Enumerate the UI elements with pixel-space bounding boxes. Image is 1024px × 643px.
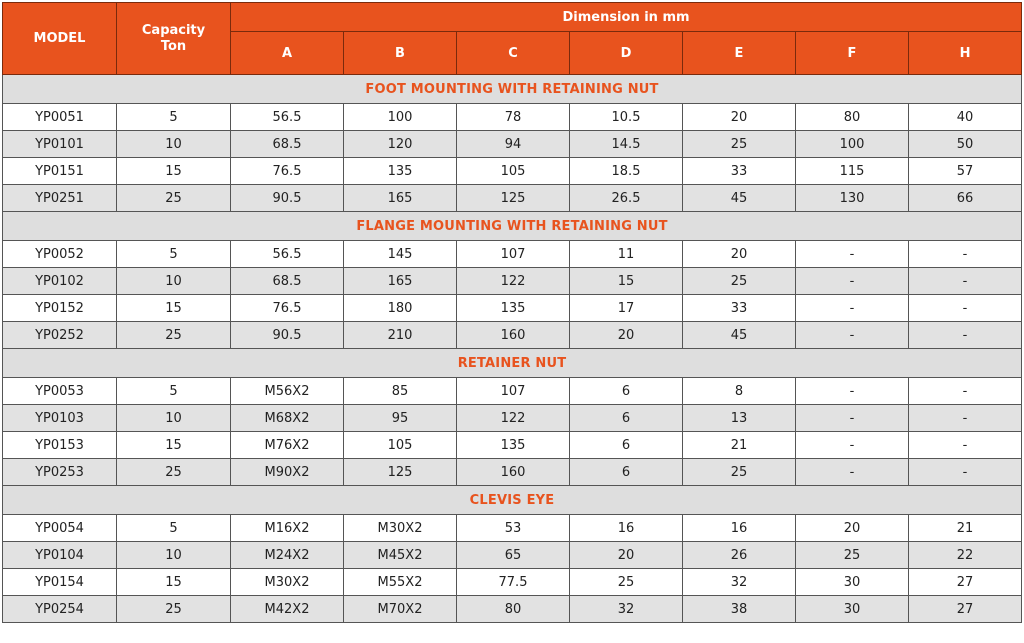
table-row	[3, 241, 1022, 268]
cell-d: 10.5	[570, 104, 683, 131]
cell-e: 33	[683, 158, 796, 185]
cell-model: YP0252	[3, 322, 117, 349]
cell-f: 25	[796, 542, 909, 569]
cell-model: YP0254	[3, 596, 117, 623]
cell-c: 105	[457, 158, 570, 185]
cell-b: 165	[344, 268, 457, 295]
cell-model: YP0102	[3, 268, 117, 295]
cell-b: 210	[344, 322, 457, 349]
cell-d: 6	[570, 432, 683, 459]
cell-a: M16X2	[231, 515, 344, 542]
table-row	[3, 158, 1022, 185]
cell-f: -	[796, 432, 909, 459]
table-row	[3, 295, 1022, 322]
cell-h: 21	[909, 515, 1022, 542]
section-header-row	[3, 349, 1022, 378]
cell-h: 27	[909, 596, 1022, 623]
cell-d: 6	[570, 378, 683, 405]
cell-a: 76.5	[231, 158, 344, 185]
section-title: FOOT MOUNTING WITH RETAINING NUT	[3, 75, 1022, 104]
cell-h: 27	[909, 569, 1022, 596]
cell-capacity: 10	[117, 268, 231, 295]
cell-a: M90X2	[231, 459, 344, 486]
cell-capacity: 25	[117, 459, 231, 486]
cell-d: 26.5	[570, 185, 683, 212]
table-row	[3, 569, 1022, 596]
cell-c: 160	[457, 459, 570, 486]
cell-c: 94	[457, 131, 570, 158]
cell-capacity: 15	[117, 158, 231, 185]
header-col-d: D	[570, 32, 683, 75]
section-title: RETAINER NUT	[3, 349, 1022, 378]
cell-d: 20	[570, 322, 683, 349]
cell-f: 30	[796, 596, 909, 623]
cell-a: M24X2	[231, 542, 344, 569]
cell-d: 17	[570, 295, 683, 322]
cell-e: 21	[683, 432, 796, 459]
cell-d: 25	[570, 569, 683, 596]
cell-e: 25	[683, 459, 796, 486]
cell-h: -	[909, 378, 1022, 405]
cell-b: 125	[344, 459, 457, 486]
header-capacity-line1: Capacity	[141, 22, 206, 38]
cell-b: M70X2	[344, 596, 457, 623]
cell-d: 15	[570, 268, 683, 295]
cell-e: 32	[683, 569, 796, 596]
section-header-row	[3, 486, 1022, 515]
cell-model: YP0054	[3, 515, 117, 542]
cell-e: 25	[683, 131, 796, 158]
cell-b: 100	[344, 104, 457, 131]
cell-d: 6	[570, 459, 683, 486]
cell-a: M68X2	[231, 405, 344, 432]
cell-f: -	[796, 295, 909, 322]
table-body	[3, 75, 1022, 623]
cell-model: YP0053	[3, 378, 117, 405]
cell-c: 135	[457, 295, 570, 322]
table-row	[3, 515, 1022, 542]
header-col-e: E	[683, 32, 796, 75]
cell-model: YP0153	[3, 432, 117, 459]
cell-e: 13	[683, 405, 796, 432]
cell-a: 56.5	[231, 104, 344, 131]
cell-b: 105	[344, 432, 457, 459]
header-model: MODEL	[3, 3, 117, 75]
cell-c: 77.5	[457, 569, 570, 596]
cell-capacity: 15	[117, 569, 231, 596]
cell-e: 38	[683, 596, 796, 623]
cell-b: 85	[344, 378, 457, 405]
cell-c: 122	[457, 268, 570, 295]
cell-d: 16	[570, 515, 683, 542]
header-capacity	[117, 3, 231, 75]
cell-e: 25	[683, 268, 796, 295]
header-col-b: B	[344, 32, 457, 75]
cell-c: 65	[457, 542, 570, 569]
cell-model: YP0151	[3, 158, 117, 185]
cell-d: 20	[570, 542, 683, 569]
cell-model: YP0051	[3, 104, 117, 131]
cell-e: 20	[683, 104, 796, 131]
cell-model: YP0251	[3, 185, 117, 212]
cell-c: 78	[457, 104, 570, 131]
cell-f: -	[796, 241, 909, 268]
section-header-row	[3, 75, 1022, 104]
cell-c: 53	[457, 515, 570, 542]
cell-e: 45	[683, 185, 796, 212]
cell-b: 165	[344, 185, 457, 212]
cell-model: YP0152	[3, 295, 117, 322]
cell-h: -	[909, 295, 1022, 322]
cell-e: 16	[683, 515, 796, 542]
header-col-a: A	[231, 32, 344, 75]
cell-b: 95	[344, 405, 457, 432]
cell-b: 135	[344, 158, 457, 185]
cell-d: 14.5	[570, 131, 683, 158]
cell-a: 56.5	[231, 241, 344, 268]
cell-f: -	[796, 378, 909, 405]
cell-d: 11	[570, 241, 683, 268]
cell-c: 80	[457, 596, 570, 623]
cell-e: 26	[683, 542, 796, 569]
header-col-c: C	[457, 32, 570, 75]
cell-f: 130	[796, 185, 909, 212]
cell-b: 145	[344, 241, 457, 268]
spec-table	[2, 2, 1022, 623]
cell-f: -	[796, 268, 909, 295]
cell-b: M55X2	[344, 569, 457, 596]
cell-b: 120	[344, 131, 457, 158]
cell-a: M56X2	[231, 378, 344, 405]
header-col-h: H	[909, 32, 1022, 75]
cell-b: 180	[344, 295, 457, 322]
header-capacity-line2: Ton	[160, 38, 187, 54]
cell-h: -	[909, 268, 1022, 295]
cell-h: -	[909, 241, 1022, 268]
cell-h: 57	[909, 158, 1022, 185]
cell-h: 66	[909, 185, 1022, 212]
table-row	[3, 268, 1022, 295]
cell-f: -	[796, 405, 909, 432]
table-row	[3, 131, 1022, 158]
table-row	[3, 432, 1022, 459]
header-dimension: Dimension in mm	[231, 3, 1022, 32]
cell-a: M76X2	[231, 432, 344, 459]
cell-a: 90.5	[231, 185, 344, 212]
table-row	[3, 322, 1022, 349]
cell-f: 20	[796, 515, 909, 542]
cell-a: 76.5	[231, 295, 344, 322]
cell-capacity: 5	[117, 241, 231, 268]
cell-model: YP0253	[3, 459, 117, 486]
section-title: FLANGE MOUNTING WITH RETAINING NUT	[3, 212, 1022, 241]
cell-model: YP0104	[3, 542, 117, 569]
table-row	[3, 104, 1022, 131]
cell-d: 6	[570, 405, 683, 432]
cell-a: M42X2	[231, 596, 344, 623]
cell-b: M30X2	[344, 515, 457, 542]
cell-h: -	[909, 432, 1022, 459]
cell-model: YP0101	[3, 131, 117, 158]
cell-capacity: 10	[117, 131, 231, 158]
table-row	[3, 185, 1022, 212]
cell-capacity: 5	[117, 104, 231, 131]
cell-c: 107	[457, 378, 570, 405]
header-col-f: F	[796, 32, 909, 75]
cell-a: M30X2	[231, 569, 344, 596]
cell-a: 68.5	[231, 131, 344, 158]
cell-d: 18.5	[570, 158, 683, 185]
cell-h: -	[909, 405, 1022, 432]
cell-c: 135	[457, 432, 570, 459]
cell-d: 32	[570, 596, 683, 623]
table-row	[3, 459, 1022, 486]
table-row	[3, 378, 1022, 405]
table-row	[3, 542, 1022, 569]
cell-f: -	[796, 322, 909, 349]
cell-e: 33	[683, 295, 796, 322]
cell-f: 115	[796, 158, 909, 185]
cell-f: -	[796, 459, 909, 486]
cell-h: -	[909, 459, 1022, 486]
cell-h: 22	[909, 542, 1022, 569]
cell-e: 20	[683, 241, 796, 268]
table-header	[3, 3, 1022, 75]
cell-capacity: 5	[117, 515, 231, 542]
cell-h: -	[909, 322, 1022, 349]
cell-e: 45	[683, 322, 796, 349]
cell-a: 90.5	[231, 322, 344, 349]
cell-model: YP0154	[3, 569, 117, 596]
cell-model: YP0052	[3, 241, 117, 268]
cell-capacity: 15	[117, 295, 231, 322]
cell-c: 107	[457, 241, 570, 268]
cell-model: YP0103	[3, 405, 117, 432]
cell-capacity: 15	[117, 432, 231, 459]
table-row	[3, 405, 1022, 432]
cell-capacity: 25	[117, 322, 231, 349]
cell-h: 40	[909, 104, 1022, 131]
cell-capacity: 5	[117, 378, 231, 405]
cell-f: 100	[796, 131, 909, 158]
section-header-row	[3, 212, 1022, 241]
cell-capacity: 25	[117, 596, 231, 623]
cell-c: 125	[457, 185, 570, 212]
cell-c: 160	[457, 322, 570, 349]
section-title: CLEVIS EYE	[3, 486, 1022, 515]
cell-b: M45X2	[344, 542, 457, 569]
cell-h: 50	[909, 131, 1022, 158]
cell-e: 8	[683, 378, 796, 405]
cell-capacity: 25	[117, 185, 231, 212]
cell-capacity: 10	[117, 405, 231, 432]
cell-a: 68.5	[231, 268, 344, 295]
cell-f: 30	[796, 569, 909, 596]
table-row	[3, 596, 1022, 623]
cell-c: 122	[457, 405, 570, 432]
cell-capacity: 10	[117, 542, 231, 569]
cell-f: 80	[796, 104, 909, 131]
